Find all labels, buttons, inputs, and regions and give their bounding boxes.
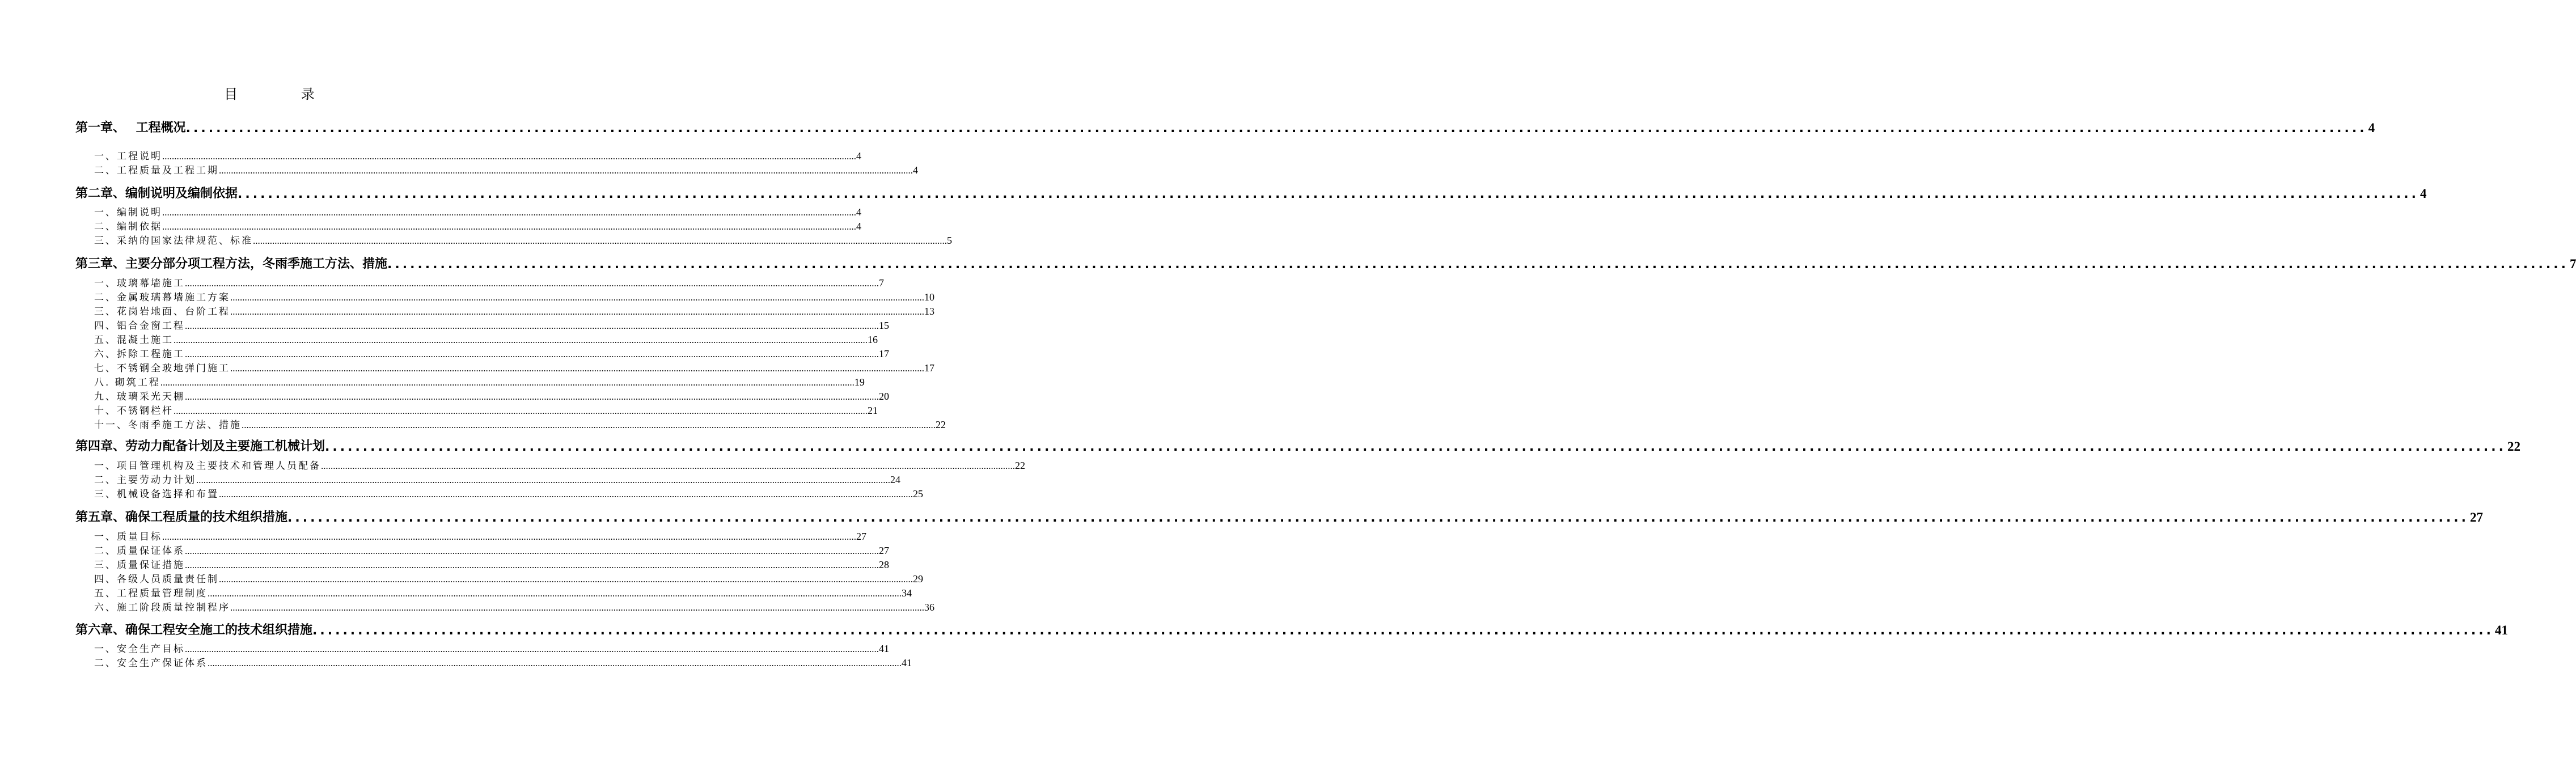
dot-leader: ................................................................................................................................................................................................................................................................................................ — [219, 165, 913, 176]
toc-section-entry-title: 九、玻璃采光天棚 — [94, 391, 185, 403]
toc-section-entry-page-number: 34 — [902, 587, 912, 599]
toc-chapter-entry-title: 第四章、劳动力配备计划及主要施工机械计划 — [75, 439, 325, 454]
toc-section-entry[interactable] — [94, 529, 866, 543]
toc-section-entry-page-number: 13 — [924, 306, 934, 317]
toc-section-entry-title: 三、机械设备选择和布置 — [94, 489, 219, 500]
dot-leader: ................................................................................................................................................................................................................................................................................................ — [230, 363, 924, 374]
toc-section-entry[interactable] — [94, 233, 952, 247]
toc-chapter-entry[interactable] — [75, 253, 2576, 272]
toc-section-entry-title: 一、项目管理机构及主要技术和管理人员配备 — [94, 460, 321, 472]
toc-section-entry[interactable] — [94, 572, 923, 585]
toc-chapter-entry[interactable] — [75, 117, 2375, 136]
toc-section-entry[interactable] — [94, 375, 865, 388]
toc-chapter-entry-page-number: 4 — [2368, 121, 2375, 135]
toc-section-entry-page-number: 17 — [879, 348, 889, 359]
toc-section-entry[interactable] — [94, 332, 878, 346]
toc-section-entry[interactable] — [94, 163, 918, 176]
dot-leader: ................................................................................................................................................................................................................................................................................................ — [312, 624, 2494, 638]
toc-section-entry-page-number: 4 — [856, 206, 861, 218]
dot-leader: ................................................................................................................................................................................................................................................................................................ — [253, 235, 947, 246]
toc-chapter-entry-page-number: 41 — [2494, 623, 2508, 637]
toc-section-entry[interactable] — [94, 417, 946, 431]
toc-section-entry-title: 八. 砌筑工程 — [94, 377, 160, 388]
toc-section-entry-page-number: 41 — [879, 643, 889, 654]
toc-section-entry[interactable] — [94, 586, 912, 599]
toc-section-entry-title: 三、质量保证措施 — [94, 560, 185, 571]
toc-section-entry[interactable] — [94, 458, 1025, 472]
toc-section-entry-page-number: 22 — [936, 419, 946, 430]
toc-section-entry-page-number: 24 — [890, 474, 900, 485]
toc-section-entry-title: 二、编制依据 — [94, 221, 162, 232]
toc-section-entry-page-number: 7 — [879, 277, 884, 289]
toc-section-entry-page-number: 41 — [902, 657, 912, 668]
toc-section-entry-title: 一、工程说明 — [94, 151, 162, 162]
dot-leader: ................................................................................................................................................................................................................................................................................................ — [185, 391, 879, 402]
toc-section-entry[interactable] — [94, 389, 889, 403]
toc-section-entry-page-number: 25 — [913, 488, 923, 499]
toc-chapter-entry-title: 第三章、主要分部分项工程方法，冬雨季施工方法、措施 — [75, 257, 388, 271]
dot-leader: ................................................................................................................................................................................................................................................................................................ — [230, 292, 924, 303]
toc-section-entry-title: 六、拆除工程施工 — [94, 349, 185, 360]
toc-section-entry-page-number: 15 — [879, 320, 889, 331]
dot-leader: ................................................................................................................................................................................................................................................................................................ — [287, 511, 2469, 525]
toc-section-entry[interactable] — [94, 346, 889, 360]
toc-section-entry-page-number: 4 — [856, 150, 861, 162]
toc-section-entry-title: 一、安全生产目标 — [94, 644, 185, 655]
dot-leader: ................................................................................................................................................................................................................................................................................................ — [174, 335, 868, 345]
toc-section-entry[interactable] — [94, 655, 912, 669]
toc-section-entry-title: 十一、冬雨季施工方法、措施 — [94, 420, 242, 431]
toc-section-entry-page-number: 10 — [924, 291, 934, 303]
dot-leader: ................................................................................................................................................................................................................................................................................................ — [185, 320, 879, 331]
toc-chapter-entry[interactable] — [75, 183, 2427, 201]
toc-chapter-entry-title: 第六章、确保工程安全施工的技术组织措施 — [75, 623, 313, 637]
toc-section-entry-title: 五、混凝土施工 — [94, 335, 174, 346]
toc-section-entry-page-number: 5 — [947, 235, 952, 246]
toc-section-entry-page-number: 4 — [913, 164, 918, 176]
toc-section-entry[interactable] — [94, 486, 923, 500]
toc-section-entry-page-number: 29 — [913, 573, 923, 585]
toc-section-entry[interactable] — [94, 205, 861, 218]
toc-section-entry-page-number: 28 — [879, 559, 889, 570]
toc-section-entry-page-number: 4 — [856, 221, 861, 232]
dot-leader: ................................................................................................................................................................................................................................................................................................ — [160, 377, 855, 388]
dot-leader: ................................................................................................................................................................................................................................................................................................ — [219, 574, 913, 585]
toc-section-entry[interactable] — [94, 641, 889, 655]
dot-leader: ................................................................................................................................................................................................................................................................................................ — [162, 221, 856, 232]
dot-leader: ................................................................................................................................................................................................................................................................................................ — [230, 602, 924, 613]
toc-chapter-entry-title: 第二章、编制说明及编制依据 — [75, 187, 238, 201]
toc-section-entry-title: 四、铝合金窗工程 — [94, 320, 185, 332]
toc-section-entry[interactable] — [94, 543, 889, 557]
toc-chapter-entry-page-number: 7 — [2569, 257, 2576, 271]
dot-leader: ................................................................................................................................................................................................................................................................................................ — [230, 306, 924, 317]
dot-leader: ................................................................................................................................................................................................................................................................................................ — [208, 658, 902, 668]
toc-section-entry-page-number: 19 — [854, 376, 865, 388]
toc-section-entry-title: 二、安全生产保证体系 — [94, 658, 208, 669]
toc-chapter-entry[interactable] — [75, 620, 2508, 638]
toc-section-entry[interactable] — [94, 318, 889, 332]
dot-leader: ................................................................................................................................................................................................................................................................................................ — [185, 278, 879, 289]
toc-chapter-entry-page-number: 4 — [2420, 187, 2427, 201]
toc-section-entry-title: 四、各级人员质量责任制 — [94, 574, 219, 585]
dot-leader: ................................................................................................................................................................................................................................................................................................ — [185, 644, 879, 654]
toc-section-entry-title: 十、不锈钢栏杆 — [94, 405, 174, 417]
dot-leader: ................................................................................................................................................................................................................................................................................................ — [196, 475, 890, 485]
dot-leader: ................................................................................................................................................................................................................................................................................................ — [321, 460, 1015, 471]
toc-section-entry[interactable] — [94, 361, 934, 374]
toc-section-entry-title: 二、工程质量及工程工期 — [94, 165, 219, 176]
toc-section-entry-title: 五、工程质量管理制度 — [94, 588, 208, 599]
toc-section-entry-title: 三、采纳的国家法律规范、标准 — [94, 235, 253, 247]
dot-leader: ................................................................................................................................................................................................................................................................................................ — [185, 349, 879, 359]
toc-section-entry-page-number: 22 — [1015, 460, 1025, 471]
dot-leader: ................................................................................................................................................................................................................................................................................................ — [162, 151, 856, 162]
dot-leader: ................................................................................................................................................................................................................................................................................................ — [325, 440, 2506, 454]
toc-section-entry-title: 一、质量目标 — [94, 531, 162, 543]
toc-section-entry-page-number: 17 — [924, 362, 934, 374]
toc-chapter-entry[interactable] — [75, 507, 2483, 525]
toc-section-entry-title: 二、主要劳动力计划 — [94, 475, 196, 486]
toc-section-entry-page-number: 36 — [924, 602, 934, 613]
toc-section-entry-title: 二、金属玻璃幕墙施工方案 — [94, 292, 230, 303]
toc-section-entry[interactable] — [94, 557, 889, 571]
dot-leader: ................................................................................................................................................................................................................................................................................................ — [185, 545, 879, 556]
toc-section-entry[interactable] — [94, 403, 878, 417]
toc-chapter-entry-title: 第一章、 工程概况 — [75, 121, 186, 135]
dot-leader: ................................................................................................................................................................................................................................................................................................ — [185, 121, 2367, 136]
toc-chapter-entry-page-number: 22 — [2507, 439, 2520, 454]
toc-section-entry[interactable] — [94, 600, 934, 613]
dot-leader: ................................................................................................................................................................................................................................................................................................ — [162, 531, 856, 542]
dot-leader: ................................................................................................................................................................................................................................................................................................ — [174, 405, 868, 416]
toc-section-entry-page-number: 21 — [868, 405, 878, 416]
toc-section-entry[interactable] — [94, 219, 861, 232]
dot-leader: ................................................................................................................................................................................................................................................................................................ — [242, 420, 936, 430]
toc-section-entry[interactable] — [94, 472, 900, 486]
toc-section-entry-page-number: 27 — [856, 531, 866, 542]
toc-title: 目 录 — [224, 86, 344, 102]
toc-chapter-entry[interactable] — [75, 436, 2520, 454]
toc-section-entry[interactable] — [94, 290, 934, 303]
toc-section-entry-page-number: 16 — [868, 334, 878, 345]
dot-leader: ................................................................................................................................................................................................................................................................................................ — [219, 489, 913, 499]
dot-leader: ................................................................................................................................................................................................................................................................................................ — [238, 187, 2419, 201]
toc-chapter-entry-page-number: 27 — [2469, 510, 2483, 524]
dot-leader: ................................................................................................................................................................................................................................................................................................ — [208, 588, 902, 599]
toc-section-entry-title: 七、不锈钢全玻地弹门施工 — [94, 363, 230, 374]
dot-leader: ................................................................................................................................................................................................................................................................................................ — [387, 257, 2569, 272]
toc-section-entry-title: 三、花岗岩地面、台阶工程 — [94, 306, 230, 318]
toc-chapter-entry-title: 第五章、确保工程质量的技术组织措施 — [75, 510, 288, 524]
toc-section-entry[interactable] — [94, 149, 861, 162]
toc-section-entry-title: 一、编制说明 — [94, 207, 162, 218]
dot-leader: ................................................................................................................................................................................................................................................................................................ — [185, 560, 879, 570]
toc-section-entry[interactable] — [94, 276, 884, 289]
toc-section-entry-page-number: 20 — [879, 391, 889, 402]
toc-section-entry-page-number: 27 — [879, 545, 889, 556]
toc-section-entry-title: 六、施工阶段质量控制程序 — [94, 602, 230, 613]
toc-section-entry-title: 一、玻璃幕墙施工 — [94, 278, 185, 289]
toc-section-entry[interactable] — [94, 304, 934, 318]
toc-section-entry-title: 二、质量保证体系 — [94, 545, 185, 557]
dot-leader: ................................................................................................................................................................................................................................................................................................ — [162, 207, 856, 218]
